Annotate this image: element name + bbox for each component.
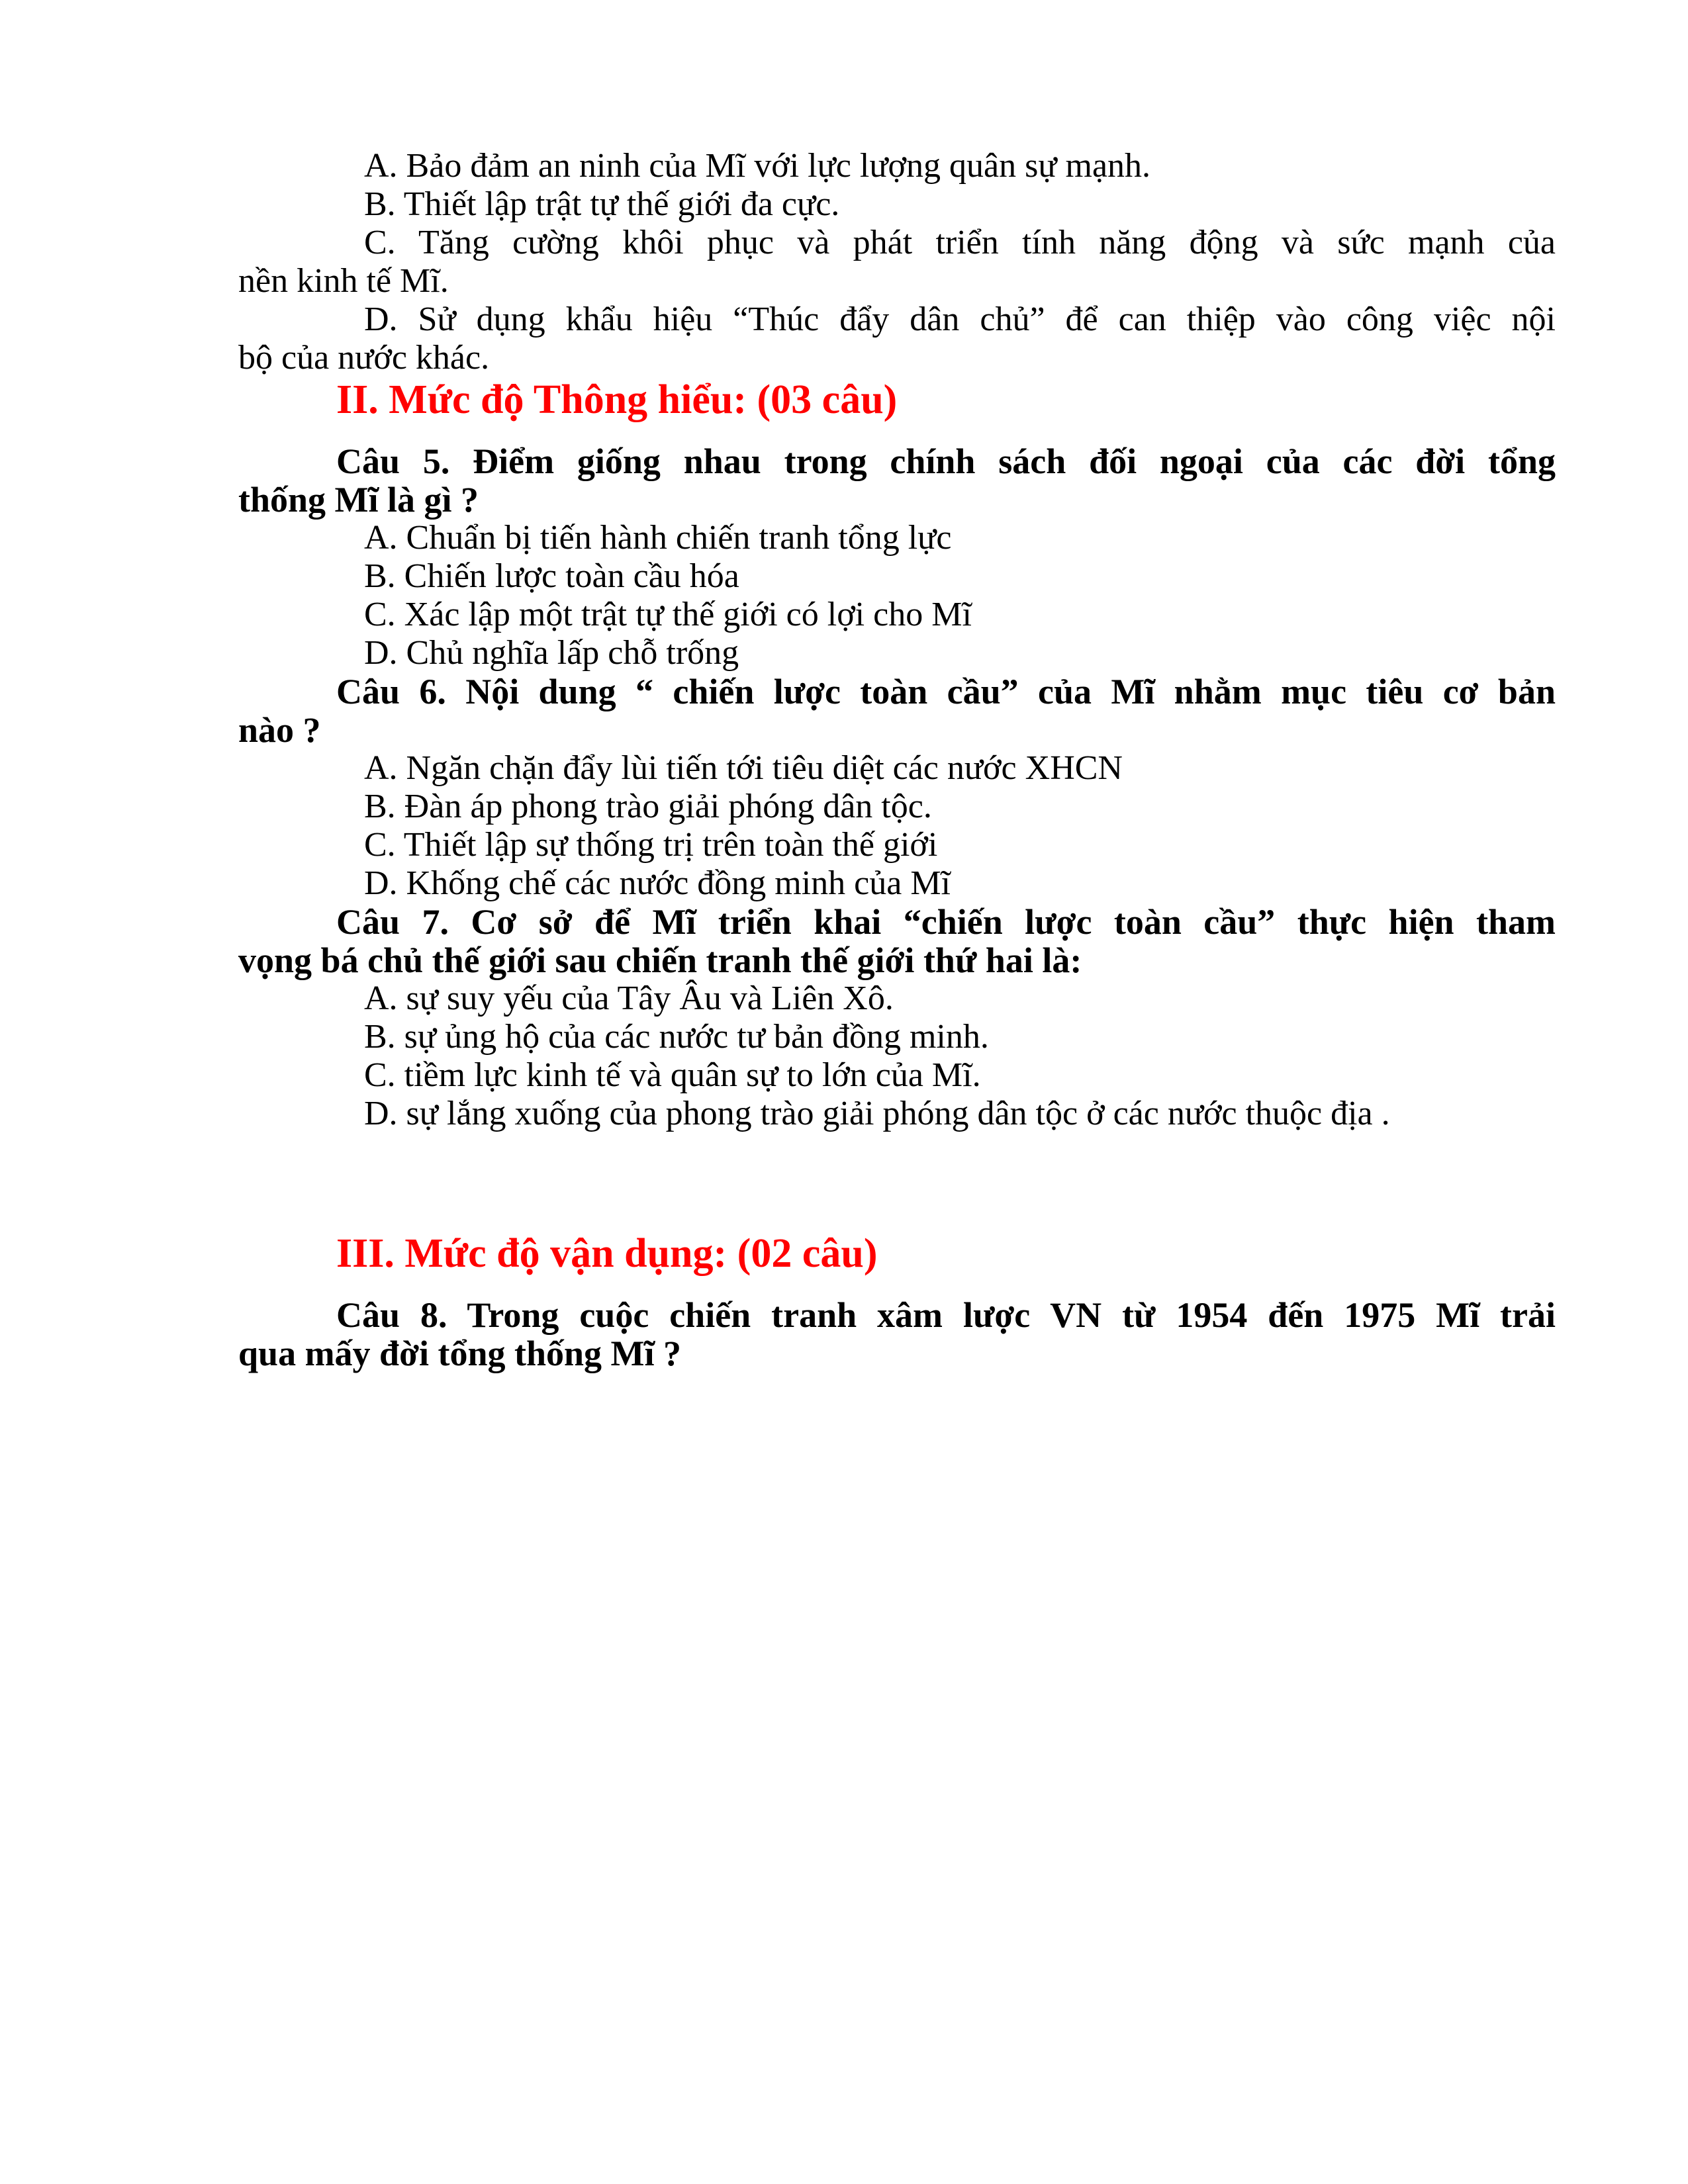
q6-option-a: A. Ngăn chặn đẩy lùi tiến tới tiêu diệt các nước XHCN (364, 749, 1123, 787)
q7-option-c: C. tiềm lực kinh tế và quân sự to lớn của Mĩ. (364, 1056, 981, 1094)
question-6-line-1: Câu 6. Nội dung “ chiến lược toàn cầu” của Mĩ nhằm mục tiêu cơ bản (336, 672, 1556, 711)
prev-question-option-c (238, 224, 1556, 300)
q5-option-b: B. Chiến lược toàn cầu hóa (364, 557, 739, 595)
prev-question-option-d-line-2: bộ của nước khác. (238, 339, 490, 377)
prev-question-option-b: B. Thiết lập trật tự thế giới đa cực. (364, 185, 840, 223)
prev-question-option-d-line-1: D. Sử dụng khẩu hiệu “Thúc đẩy dân chủ” để can thiệp vào công việc nội (364, 300, 1556, 338)
question-8-line-1: Câu 8. Trong cuộc chiến tranh xâm lược VN từ 1954 đến 1975 Mĩ trải (336, 1295, 1556, 1335)
q6-option-c: C. Thiết lập sự thống trị trên toàn thế giới (364, 826, 938, 864)
question-8-line-2: qua mấy đời tổng thống Mĩ ? (238, 1334, 682, 1373)
question-7-line-1: Câu 7. Cơ sở để Mĩ triển khai “chiến lược toàn cầu” thực hiện tham (336, 902, 1556, 942)
question-6-line-2: nào ? (238, 710, 321, 750)
question-5-line-1: Câu 5. Điểm giống nhau trong chính sách đối ngoại của các đời tổng (336, 441, 1556, 481)
question-5 (238, 442, 1556, 519)
prev-question-option-a: A. Bảo đảm an ninh của Mĩ với lực lượng quân sự mạnh. (364, 147, 1151, 185)
q7-option-d: D. sự lắng xuống của phong trào giải phóng dân tộc ở các nước thuộc địa . (364, 1095, 1390, 1132)
question-7 (238, 903, 1556, 979)
question-8 (238, 1296, 1556, 1373)
prev-question-option-c-line-2: nền kinh tế Mĩ. (238, 262, 449, 300)
prev-question-option-d (238, 300, 1556, 377)
prev-question-option-c-line-1: C. Tăng cường khôi phục và phát triển tính năng động và sức mạnh của (364, 224, 1556, 261)
q7-option-b: B. sự ủng hộ của các nước tư bản đồng minh. (364, 1018, 989, 1056)
q5-option-d: D. Chủ nghĩa lấp chỗ trống (364, 634, 739, 672)
q5-option-a: A. Chuẩn bị tiến hành chiến tranh tổng lực (364, 519, 952, 557)
q7-option-a: A. sự suy yếu của Tây Âu và Liên Xô. (364, 979, 894, 1017)
q6-option-d: D. Khống chế các nước đồng minh của Mĩ (364, 864, 951, 902)
question-5-line-2: thống Mĩ là gì ? (238, 480, 479, 520)
question-6 (238, 672, 1556, 749)
question-7-line-2: vọng bá chủ thế giới sau chiến tranh thế giới thứ hai là: (238, 940, 1082, 980)
section-heading-iii: III. Mức độ vận dụng: (02 câu) (336, 1231, 878, 1276)
section-heading-ii: II. Mức độ Thông hiểu: (03 câu) (336, 377, 898, 422)
q6-option-b: B. Đàn áp phong trào giải phóng dân tộc. (364, 788, 932, 825)
q5-option-c: C. Xác lập một trật tự thế giới có lợi cho Mĩ (364, 596, 972, 633)
